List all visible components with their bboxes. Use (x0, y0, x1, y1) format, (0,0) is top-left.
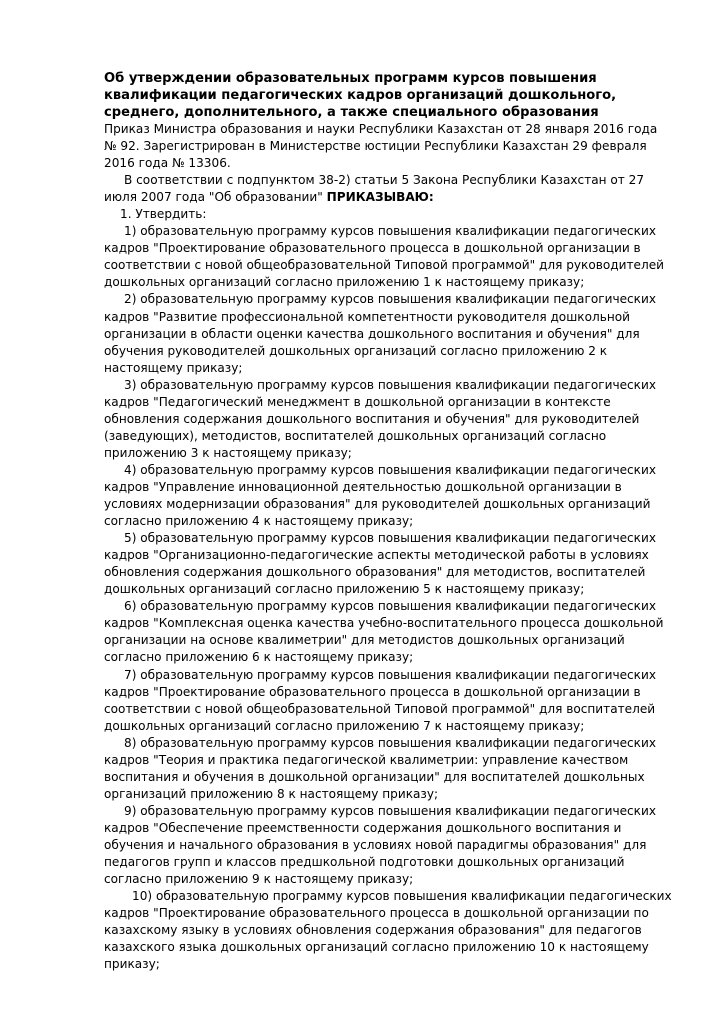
document-page (104, 70, 672, 973)
preamble-text: В соответствии с подпунктом 38-2) статьи 5 Закона Республики Казахстан от 27 июля 2007 года "Об образовании" (104, 173, 645, 205)
document-source: Приказ Министра образования и науки Республики Казахстан от 28 января 2016 года № 92. Зарегистрирован в Министерстве юстиции Республики Казахстан 29 февраля 2016 года № 13306. (104, 122, 658, 171)
list-item-3: 3) образовательную программу курсов повышения квалификации педагогических кадров "Педагогический менеджмент в дошкольной организации в контексте обновления содержания дошкольного воспитания и обучения" для руководителей (заведующих), методистов, воспитателей дошкольных организаций согласно приложению 3 к настоящему приказу; (104, 377, 656, 460)
list-item-4: 4) образовательную программу курсов повышения квалификации педагогических кадров "Управление инновационной деятельностью дошкольной организации в условиях модернизации образования" для руководителей дошкольных организаций согласно приложению 4 к настоящему приказу; (104, 462, 656, 529)
preamble-paragraph (104, 172, 672, 206)
list-item-10: 10) образовательную программу курсов повышения квалификации педагогических кадров "Проектирование образовательного процесса в дошкольной организации по казахскому языку в условиях обновления содержания образования" для педагогов казахского языка дошкольных организаций согласно приложению 10 к настоящему приказу; (104, 889, 672, 972)
document-title: Об утверждении образовательных программ курсов повышения квалификации педагогических кадров организаций дошкольного, среднего, дополнительного, а также специального образования (104, 71, 617, 120)
list-item-6: 6) образовательную программу курсов повышения квалификации педагогических кадров "Комплексная оценка качества учебно-воспитательного процесса дошкольной организации на основе квалиметрии" для методистов дошкольных организаций согласно приложению 6 к настоящему приказу; (104, 599, 664, 665)
order-word: ПРИКАЗЫВАЮ: (326, 190, 434, 205)
list-item-9: 9) образовательную программу курсов повышения квалификации педагогических кадров "Обеспечение преемственности содержания дошкольного воспитания и обучения и начального образования в условиях новой парадигмы образования" для педагогов групп и классов предшкольной подготовки дошкольных организаций согласно приложению 9 к настоящему приказу; (104, 803, 656, 887)
clause-1: 1. Утвердить: (120, 207, 207, 222)
list-item-8: 8) образовательную программу курсов повышения квалификации педагогических кадров "Теория и практика педагогической квалиметрии: управление качеством воспитания и обучения в дошкольной организации" для воспитателей дошкольных организаций приложению 8 к настоящему приказу; (104, 735, 656, 801)
list-item-2: 2) образовательную программу курсов повышения квалификации педагогических кадров "Развитие профессиональной компетентности руководителя дошкольной организации в области оценки качества дошкольного воспитания и обучения" для обучения руководителей дошкольных организаций согласно приложению 2 к настоящему приказу; (104, 292, 656, 375)
list-item-7: 7) образовательную программу курсов повышения квалификации педагогических кадров "Проектирование образовательного процесса в дошкольной организации в соответствии с новой общеобразовательной Типовой программой" для воспитателей дошкольных организаций согласно приложению 7 к настоящему приказу; (104, 667, 656, 733)
list-item-1: 1) образовательную программу курсов повышения квалификации педагогических кадров "Проектирование образовательного процесса в дошкольной организации в соответствии с новой общеобразовательной Типовой программой" для руководителей дошкольных организаций согласно приложению 1 к настоящему приказу; (104, 224, 665, 290)
list-item-5: 5) образовательную программу курсов повышения квалификации педагогических кадров "Организационно-педагогические аспекты методической работы в условиях обновления содержания дошкольного образования" для методистов, воспитателей дошкольных организаций согласно приложению 5 к настоящему приказу; (104, 531, 656, 597)
